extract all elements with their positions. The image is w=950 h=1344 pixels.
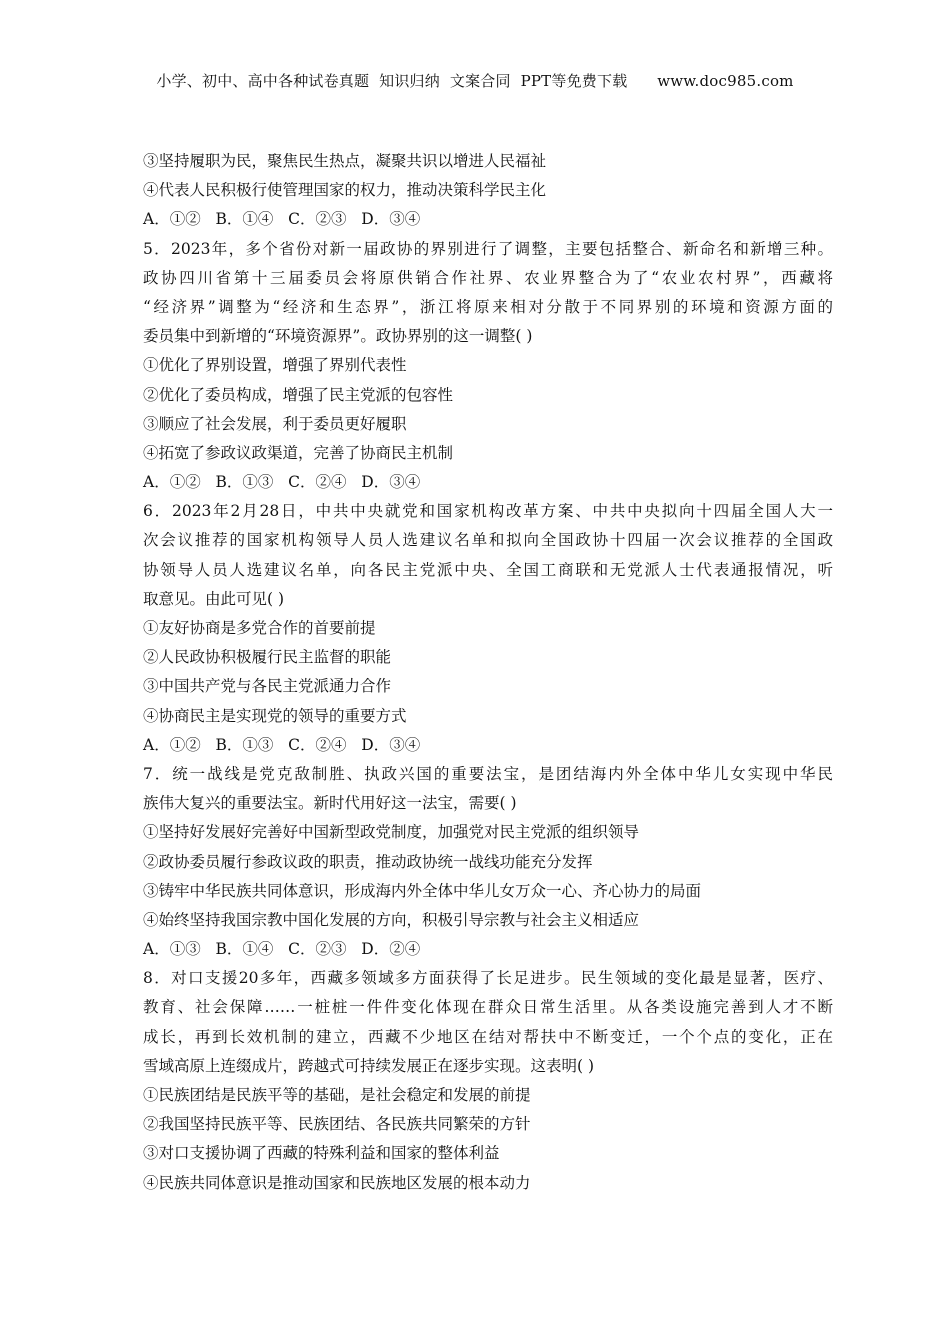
question-stem: 7．统一战线是党克敌制胜、执政兴国的重要法宝，是团结海内外全体中华儿女实现中华民 xyxy=(143,764,833,783)
option-line: ①友好协商是多党合作的首要前提 xyxy=(143,619,376,637)
question-stem: 成长，再到长效机制的建立，西藏不少地区在结对帮扶中不断变迁，一个个点的变化，正在 xyxy=(143,1027,833,1046)
option-line: ④代表人民积极行使管理国家的权力，推动决策科学民主化 xyxy=(143,181,547,200)
question-stem: 5．2023年，多个省份对新一届政协的界别进行了调整，主要包括整合、新命名和新增三种。 xyxy=(143,239,833,258)
question-7 xyxy=(143,760,833,964)
question-stem: 8．对口支援20多年，西藏多领域多方面获得了长足进步。民生领域的变化最是显著，医疗、 xyxy=(143,969,833,988)
page-header: 小学、初中、高中各种试卷真题 知识归纳 文案合同 PPT等免费下载 www.doc985.com xyxy=(156,72,794,90)
question-stem: 族伟大复兴的重要法宝。新时代用好这一法宝，需要( ) xyxy=(143,794,517,813)
question-stem: 取意见。由此可见( ) xyxy=(143,589,285,608)
question-6 xyxy=(143,497,833,760)
option-line: ②优化了委员构成，增强了民主党派的包容性 xyxy=(143,385,454,404)
question-stem: 协领导人员人选建议名单，向各民主党派中央、全国工商联和无党派人士代表通报情况，听 xyxy=(143,560,833,579)
option-line: ②人民政协积极履行民主监督的职能 xyxy=(143,648,392,667)
option-line: ①优化了界别设置，增强了界别代表性 xyxy=(143,356,407,375)
option-line: ④始终坚持我国宗教中国化发展的方向，积极引导宗教与社会主义相适应 xyxy=(143,910,640,929)
carryover-block xyxy=(143,147,833,235)
answer-choices: A．①② B．①③ C．②④ D．③④ xyxy=(143,473,421,492)
option-line: ③中国共产党与各民主党派通力合作 xyxy=(143,677,392,696)
answer-choices: A．①② B．①④ C．②③ D．③④ xyxy=(143,210,421,229)
option-line: ①民族团结是民族平等的基础，是社会稳定和发展的前提 xyxy=(143,1086,531,1104)
option-line: ③顺应了社会发展，利于委员更好履职 xyxy=(143,414,407,433)
exam-content xyxy=(143,147,833,1198)
question-stem: 教育、社会保障……一桩桩一件件变化体现在群众日常生活里。从各类设施完善到人才不断 xyxy=(143,998,833,1017)
answer-choices: A．①③ B．①④ C．②③ D．②④ xyxy=(143,940,421,959)
question-stem: 次会议推荐的国家机构领导人员人选建议名单和拟向全国政协十四届一次会议推荐的全国政 xyxy=(143,531,833,550)
question-stem: “经济界”调整为“经济和生态界”，浙江将原来相对分散于不同界别的环境和资源方面的 xyxy=(143,297,833,316)
option-line: ④协商民主是实现党的领导的重要方式 xyxy=(143,706,407,725)
question-8 xyxy=(143,964,833,1198)
question-stem: 雪域高原上连缀成片，跨越式可持续发展正在逐步实现。这表明( ) xyxy=(143,1056,595,1075)
answer-choices: A．①② B．①③ C．②④ D．③④ xyxy=(143,735,421,754)
question-stem: 6．2023年2月28日，中共中央就党和国家机构改革方案、中共中央拟向十四届全国人大一 xyxy=(143,502,833,521)
option-line: ③铸牢中华民族共同体意识，形成海内外全体中华儿女万众一心、齐心协力的局面 xyxy=(143,881,702,900)
option-line: ④拓宽了参政议政渠道，完善了协商民主机制 xyxy=(143,443,454,462)
option-line: ③坚持履职为民，聚焦民生热点，凝聚共识以增进人民福祉 xyxy=(143,152,547,170)
question-stem: 政协四川省第十三届委员会将原供销合作社界、农业界整合为了“农业农村界”，西藏将 xyxy=(143,268,833,287)
option-line: ④民族共同体意识是推动国家和民族地区发展的根本动力 xyxy=(143,1173,531,1192)
option-line: ②政协委员履行参政议政的职责，推动政协统一战线功能充分发挥 xyxy=(143,852,593,871)
option-line: ③对口支援协调了西藏的特殊利益和国家的整体利益 xyxy=(143,1144,500,1163)
question-stem: 委员集中到新增的“环境资源界”。政协界别的这一调整( ) xyxy=(143,327,533,346)
option-line: ①坚持好发展好完善好中国新型政党制度，加强党对民主党派的组织领导 xyxy=(143,823,640,842)
question-5 xyxy=(143,235,833,498)
option-line: ②我国坚持民族平等、民族团结、各民族共同繁荣的方针 xyxy=(143,1115,531,1134)
